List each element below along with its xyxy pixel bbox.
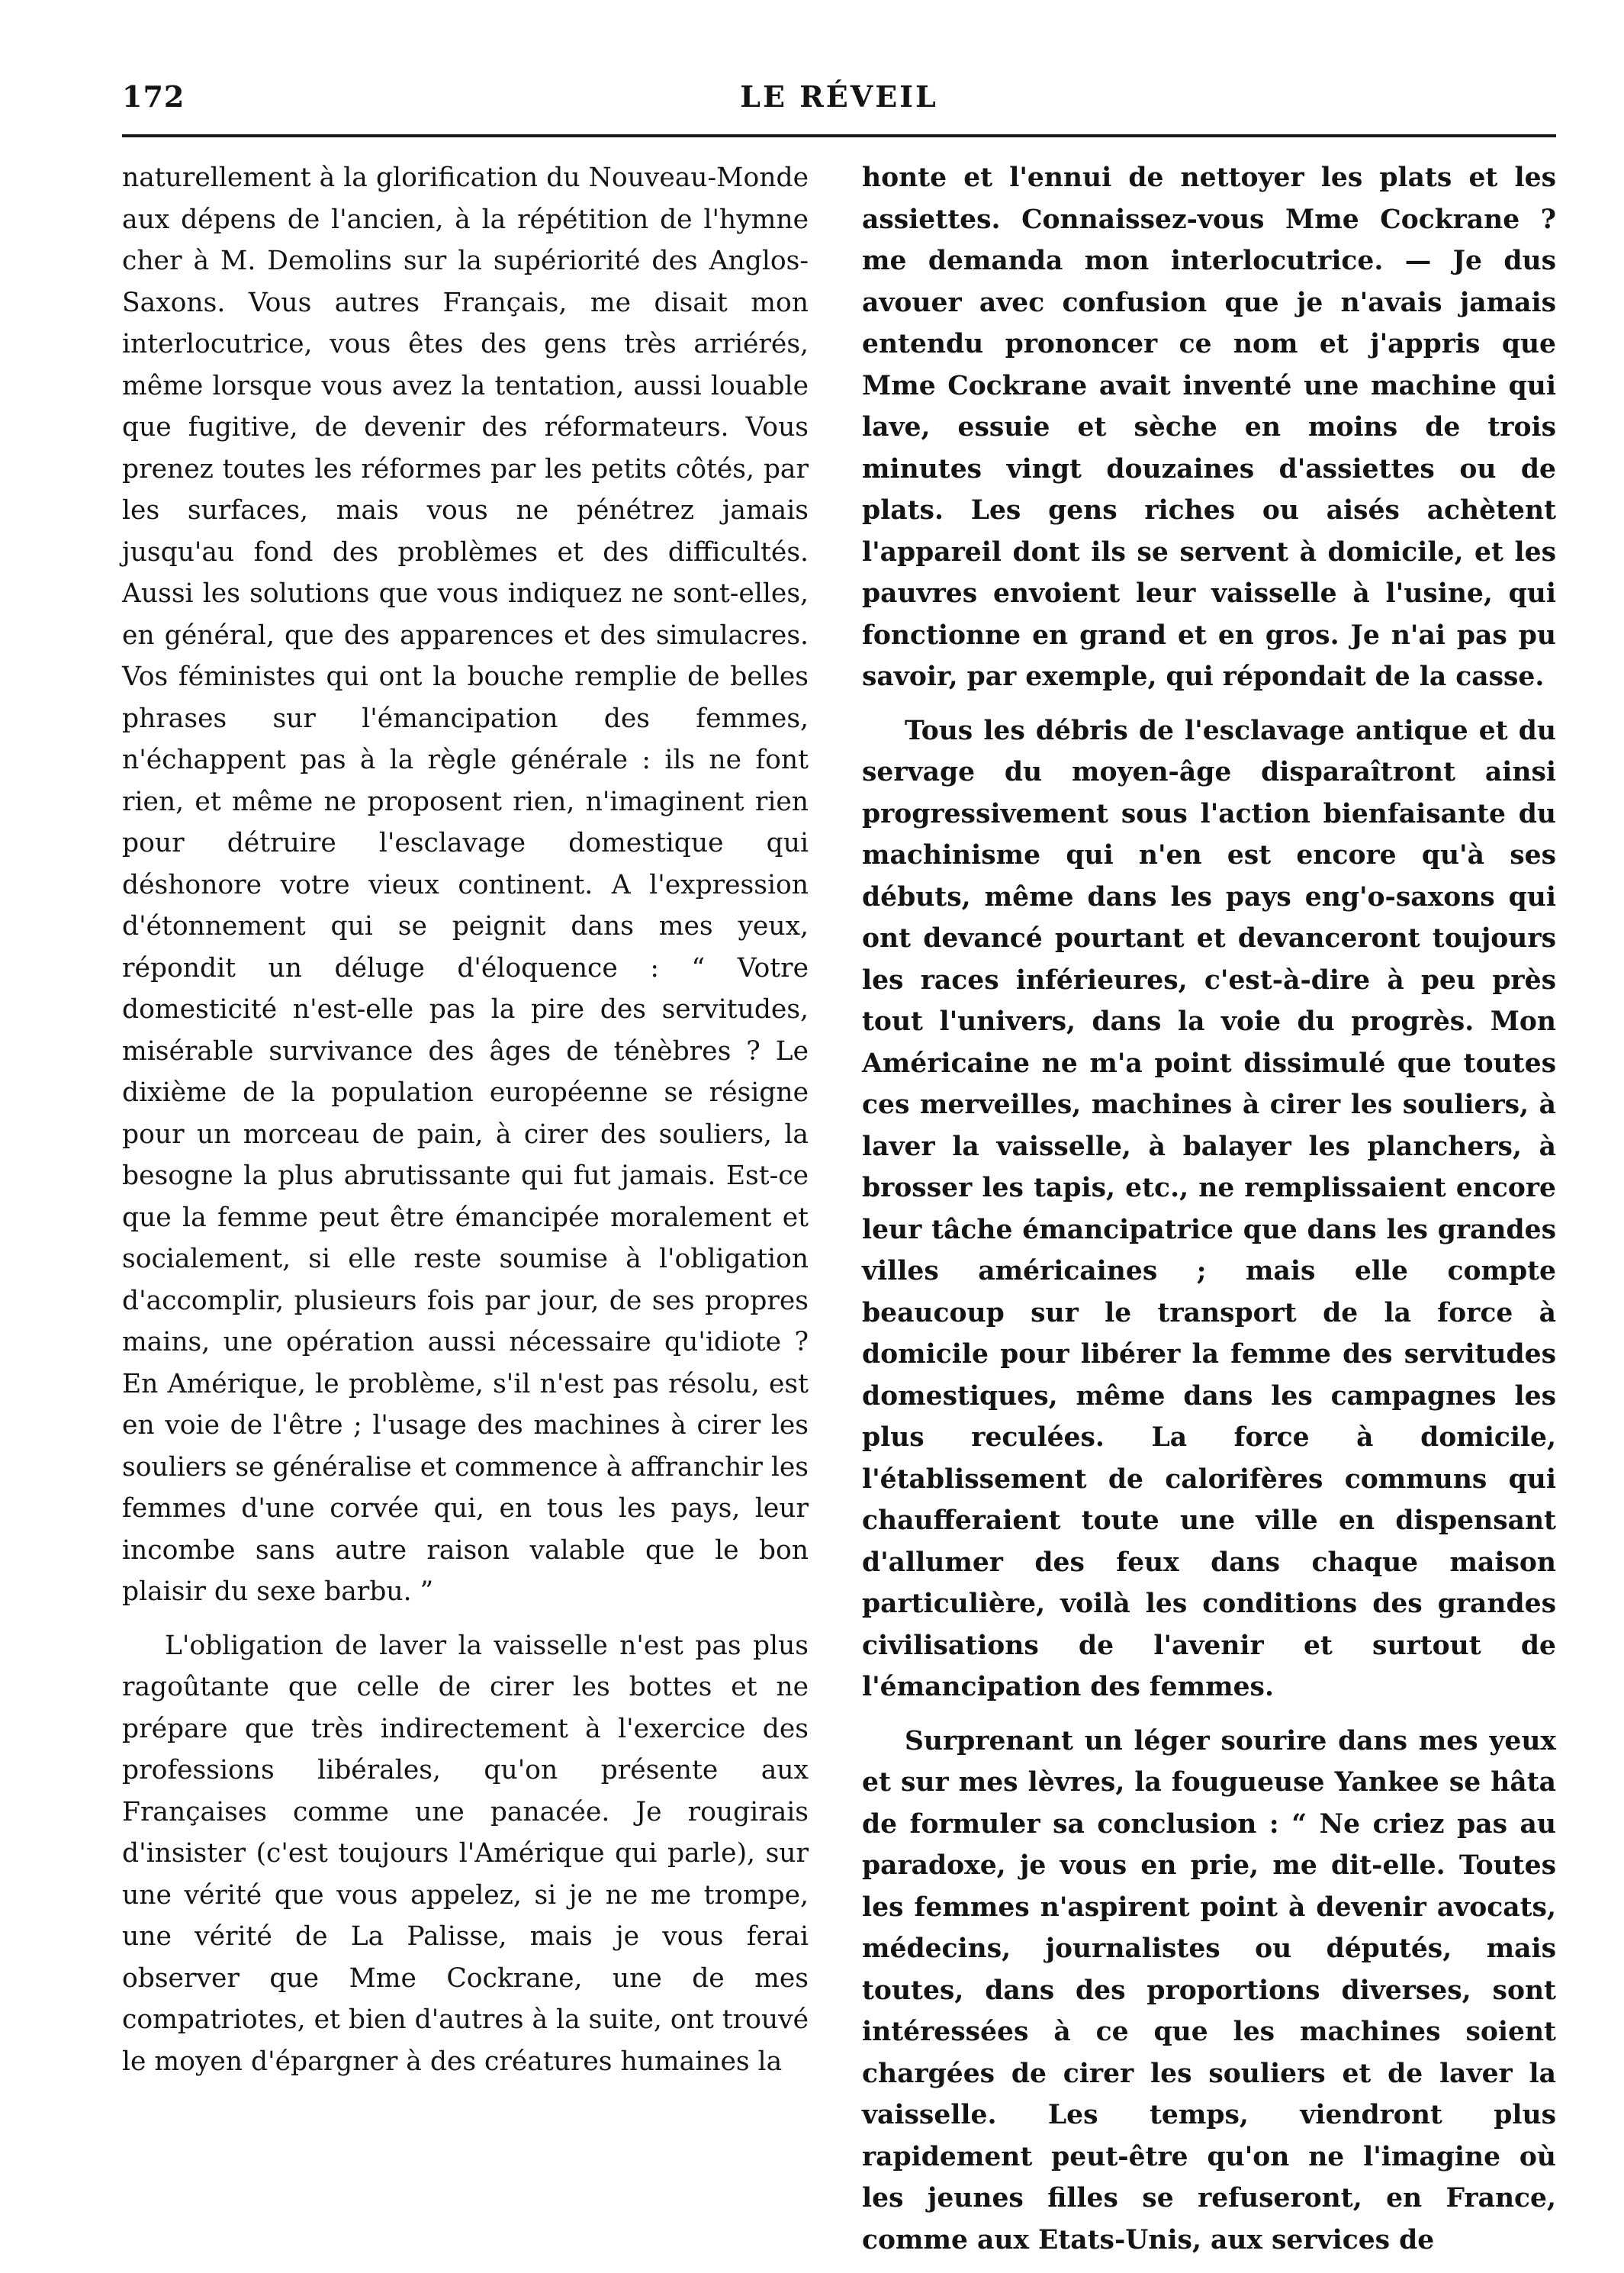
page-number: 172 bbox=[122, 79, 185, 114]
right-paragraph-2: Tous les débris de l'esclavage antique et du servage du moyen-âge disparaîtront ainsi progressivement sous l'action bienfaisante du machinisme qui n'en est encore qu'à ses débuts, même dans les pays eng'o-saxons qui ont devancé pourtant et devanceront toujours les races inférieures, c'est-à-dire à peu près tout l'univers, dans la voie du progrès. Mon Américaine ne m'a point dissimulé que toutes ces merveilles, machines à cirer les souliers, à laver la vaisselle, à balayer les planchers, à brosser les tapis, etc., ne remplissaient encore leur tâche émancipatrice que dans les grandes villes américaines ; mais elle compte beaucoup sur le transport de la force à domicile pour libérer la femme des servitudes domestiques, même dans les campagnes les plus reculées. La force à domicile, l'établissement de calorifères communs qui chaufferaient toute une ville en dispensant d'allumer des feux dans chaque maison particulière, voilà les conditions des grandes civilisations de l'avenir et surtout de l'émancipation des femmes. bbox=[862, 715, 1556, 1702]
right-column bbox=[862, 157, 1556, 2273]
journal-title: LE RÉVEIL bbox=[740, 79, 938, 114]
page-header bbox=[122, 79, 1556, 125]
left-column bbox=[122, 157, 809, 2094]
right-paragraph-3: Surprenant un léger sourire dans mes yeux et sur mes lèvres, la fougueuse Yankee se hâta de formuler sa conclusion : “ Ne criez pas au paradoxe, je vous en prie, me dit-elle. Toutes les femmes n'aspirent point à devenir avocats, médecins, journalistes ou députés, mais toutes, dans des proportions diverses, sont intéressées à ce que les machines soient chargées de cirer les souliers et de laver la vaisselle. Les temps, viendront plus rapidement peut-être qu'on ne l'imagine où les jeunes filles se refuseront, en France, comme aux Etats-Unis, aux services de bbox=[862, 1725, 1556, 2255]
header-rule bbox=[122, 134, 1556, 137]
left-paragraph-1: naturellement à la glorification du Nouveau-Monde aux dépens de l'ancien, à la répétition de l'hymne cher à M. Demolins sur la supériorité des Anglos-Saxons. Vous autres Français, me disait mon interlocutrice, vous êtes des gens très arriérés, même lorsque vous avez la tentation, aussi louable que fugitive, de devenir des réformateurs. Vous prenez toutes les réformes par les petits côtés, par les surfaces, mais vous ne pénétrez jamais jusqu'au fond des problèmes et des difficultés. Aussi les solutions que vous indiquez ne sont-elles, en général, que des apparences et des simulacres. Vos féministes qui ont la bouche remplie de belles phrases sur l'émancipation des femmes, n'échappent pas à la règle générale : ils ne font rien, et même ne proposent rien, n'imaginent rien pour détruire l'esclavage domestique qui déshonore votre vieux continent. A l'expression d'étonnement qui se peignit dans mes yeux, répondit un déluge d'éloquence : “ Votre domesticité n'est-elle pas la pire des servitudes, misérable survivance des âges de ténèbres ? Le dixième de la population européenne se résigne pour un morceau de pain, à cirer des souliers, la besogne la plus abrutissante qui fut jamais. Est-ce que la femme peut être émancipée moralement et socialement, si elle reste soumise à l'obligation d'accomplir, plusieurs fois par jour, de ses propres mains, une opération aussi nécessaire qu'idiote ? En Amérique, le problème, s'il n'est pas résolu, est en voie de l'être ; l'usage des machines à cirer les souliers se généralise et commence à affranchir les femmes d'une corvée qui, en tous les pays, leur incombe sans autre raison valable que le bon plaisir du sexe barbu. ” bbox=[122, 163, 809, 1607]
left-paragraph-2: L'obligation de laver la vaisselle n'est pas plus ragoûtante que celle de cirer les bottes et ne prépare que très indirectement à l'exercice des professions libérales, qu'on présente aux Françaises comme une panacée. Je rougirais d'insister (c'est toujours l'Amérique qui parle), sur une vérité que vous appelez, si je ne me trompe, une vérité de La Palisse, mais je vous ferai observer que Mme Cockrane, une de mes compatriotes, et bien d'autres à la suite, ont trouvé le moyen d'épargner à des créatures humaines la bbox=[122, 1630, 809, 2077]
right-paragraph-1: honte et l'ennui de nettoyer les plats et les assiettes. Connaissez-vous Mme Cockrane ? me demanda mon interlocutrice. — Je dus avouer avec confusion que je n'avais jamais entendu prononcer ce nom et j'appris que Mme Cockrane avait inventé une machine qui lave, essuie et sèche en moins de trois minutes vingt douzaines d'assiettes ou de plats. Les gens riches ou aisés achètent l'appareil dont ils se servent à domicile, et les pauvres envoient leur vaisselle à l'usine, qui fonctionne en grand et en gros. Je n'ai pas pu savoir, par exemple, qui répondait de la casse. bbox=[862, 163, 1556, 692]
